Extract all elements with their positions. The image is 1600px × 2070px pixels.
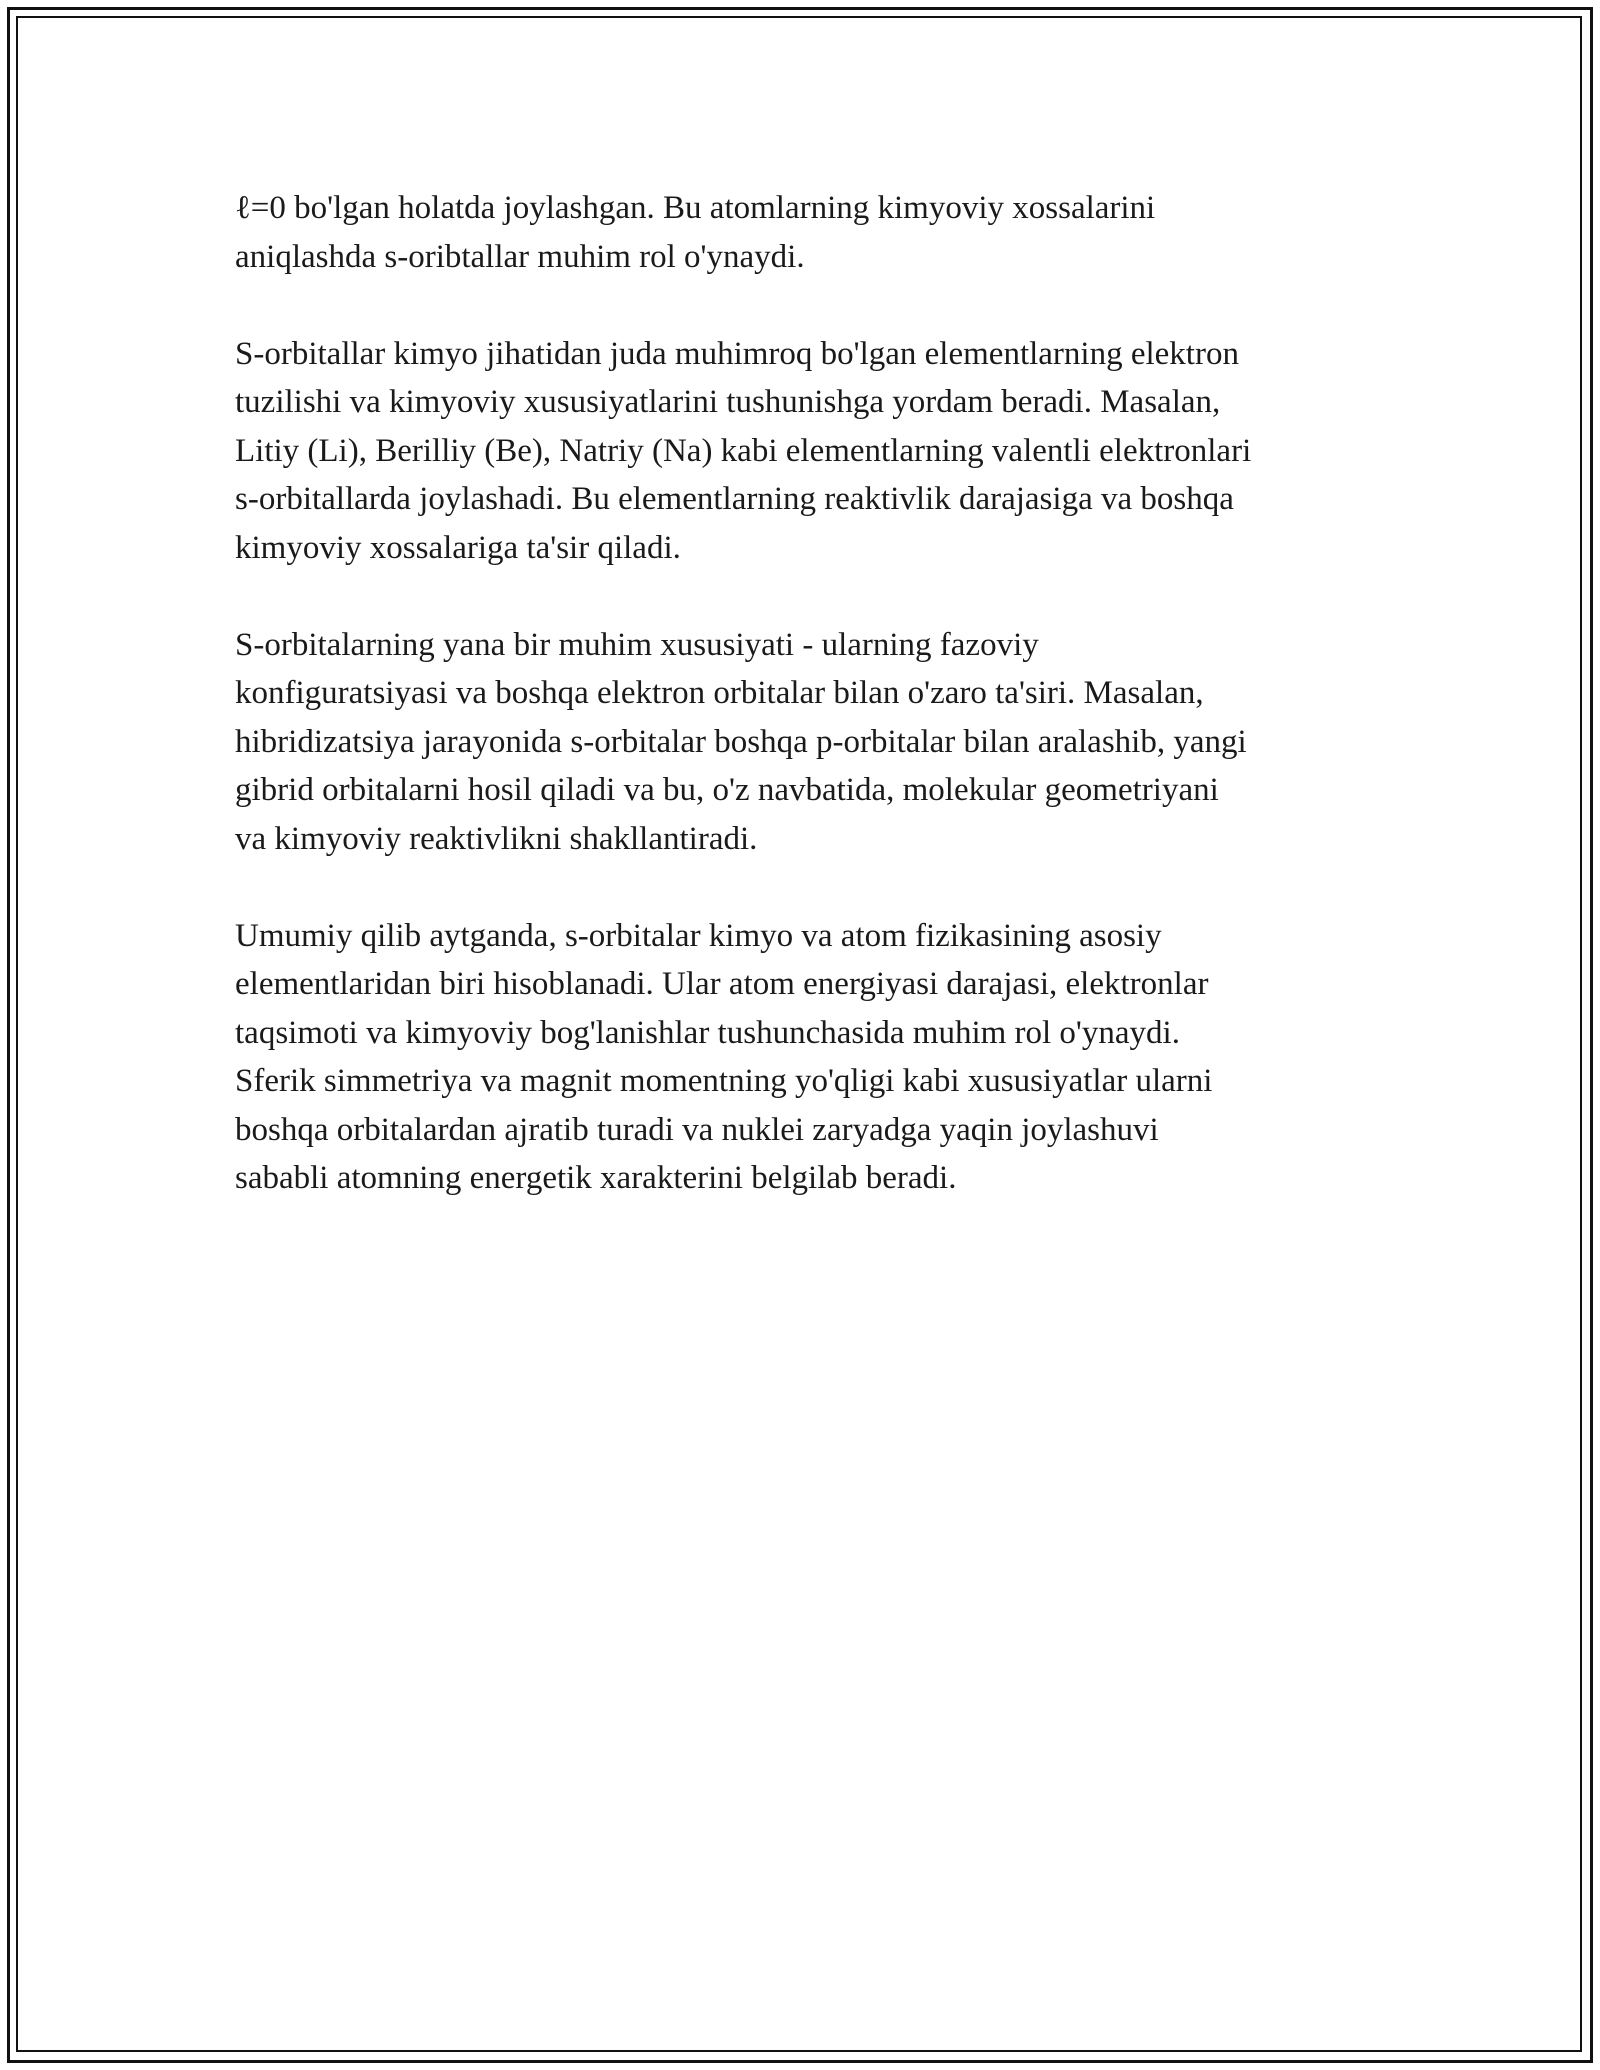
paragraph-4 [235, 912, 1395, 1203]
text-line: Sferik simmetriya va magnit momentning yo'qligi kabi xususiyatlar ularni [235, 1063, 1213, 1099]
text-line: ℓ=0 bo'lgan holatda joylashgan. Bu atomlarning kimyoviy xossalarini [235, 190, 1156, 226]
text-line: boshqa orbitalardan ajratib turadi va nuklei zaryadga yaqin joylashuvi [235, 1111, 1159, 1148]
text-line: kimyoviy xossalariga ta'sir qiladi. [235, 529, 681, 566]
text-line: S-orbitalarning yana bir muhim xususiyati - ularning fazoviy [235, 626, 1039, 663]
text-line: tuzilishi va kimyoviy xususiyatlarini tushunishga yordam beradi. Masalan, [235, 384, 1221, 420]
text-line: konfiguratsiyasi va boshqa elektron orbitalar bilan o'zaro ta'siri. Masalan, [235, 675, 1204, 711]
text-line: Litiy (Li), Berilliy (Be), Natriy (Na) kabi elementlarning valentli elektronlari [235, 432, 1252, 469]
text-line: Umumiy qilib aytganda, s-orbitalar kimyo va atom fizikasining asosiy [235, 917, 1162, 954]
text-line: va kimyoviy reaktivlikni shakllantiradi. [235, 820, 758, 857]
paragraph-3 [235, 621, 1395, 864]
text-line: s-orbitallarda joylashadi. Bu elementlarning reaktivlik darajasiga va boshqa [235, 481, 1234, 517]
document-body [235, 184, 1395, 1251]
text-line: hibridizatsiya jarayonida s-orbitalar boshqa p-orbitalar bilan aralashib, yangi [235, 723, 1247, 760]
text-line: gibrid orbitalarni hosil qiladi va bu, o'z navbatida, molekular geometriyani [235, 772, 1219, 808]
text-line: taqsimoti va kimyoviy bog'lanishlar tushunchasida muhim rol o'ynaydi. [235, 1014, 1180, 1051]
text-line: sababli atomning energetik xarakterini belgilab beradi. [235, 1160, 957, 1196]
paragraph-2 [235, 330, 1395, 573]
text-line: elementlaridan biri hisoblanadi. Ular atom energiyasi darajasi, elektronlar [235, 966, 1209, 1002]
text-line: aniqlashda s-oribtallar muhim rol o'ynaydi. [235, 238, 805, 275]
paragraph-1 [235, 184, 1395, 281]
text-line: S-orbitallar kimyo jihatidan juda muhimroq bo'lgan elementlarning elektron [235, 335, 1239, 372]
